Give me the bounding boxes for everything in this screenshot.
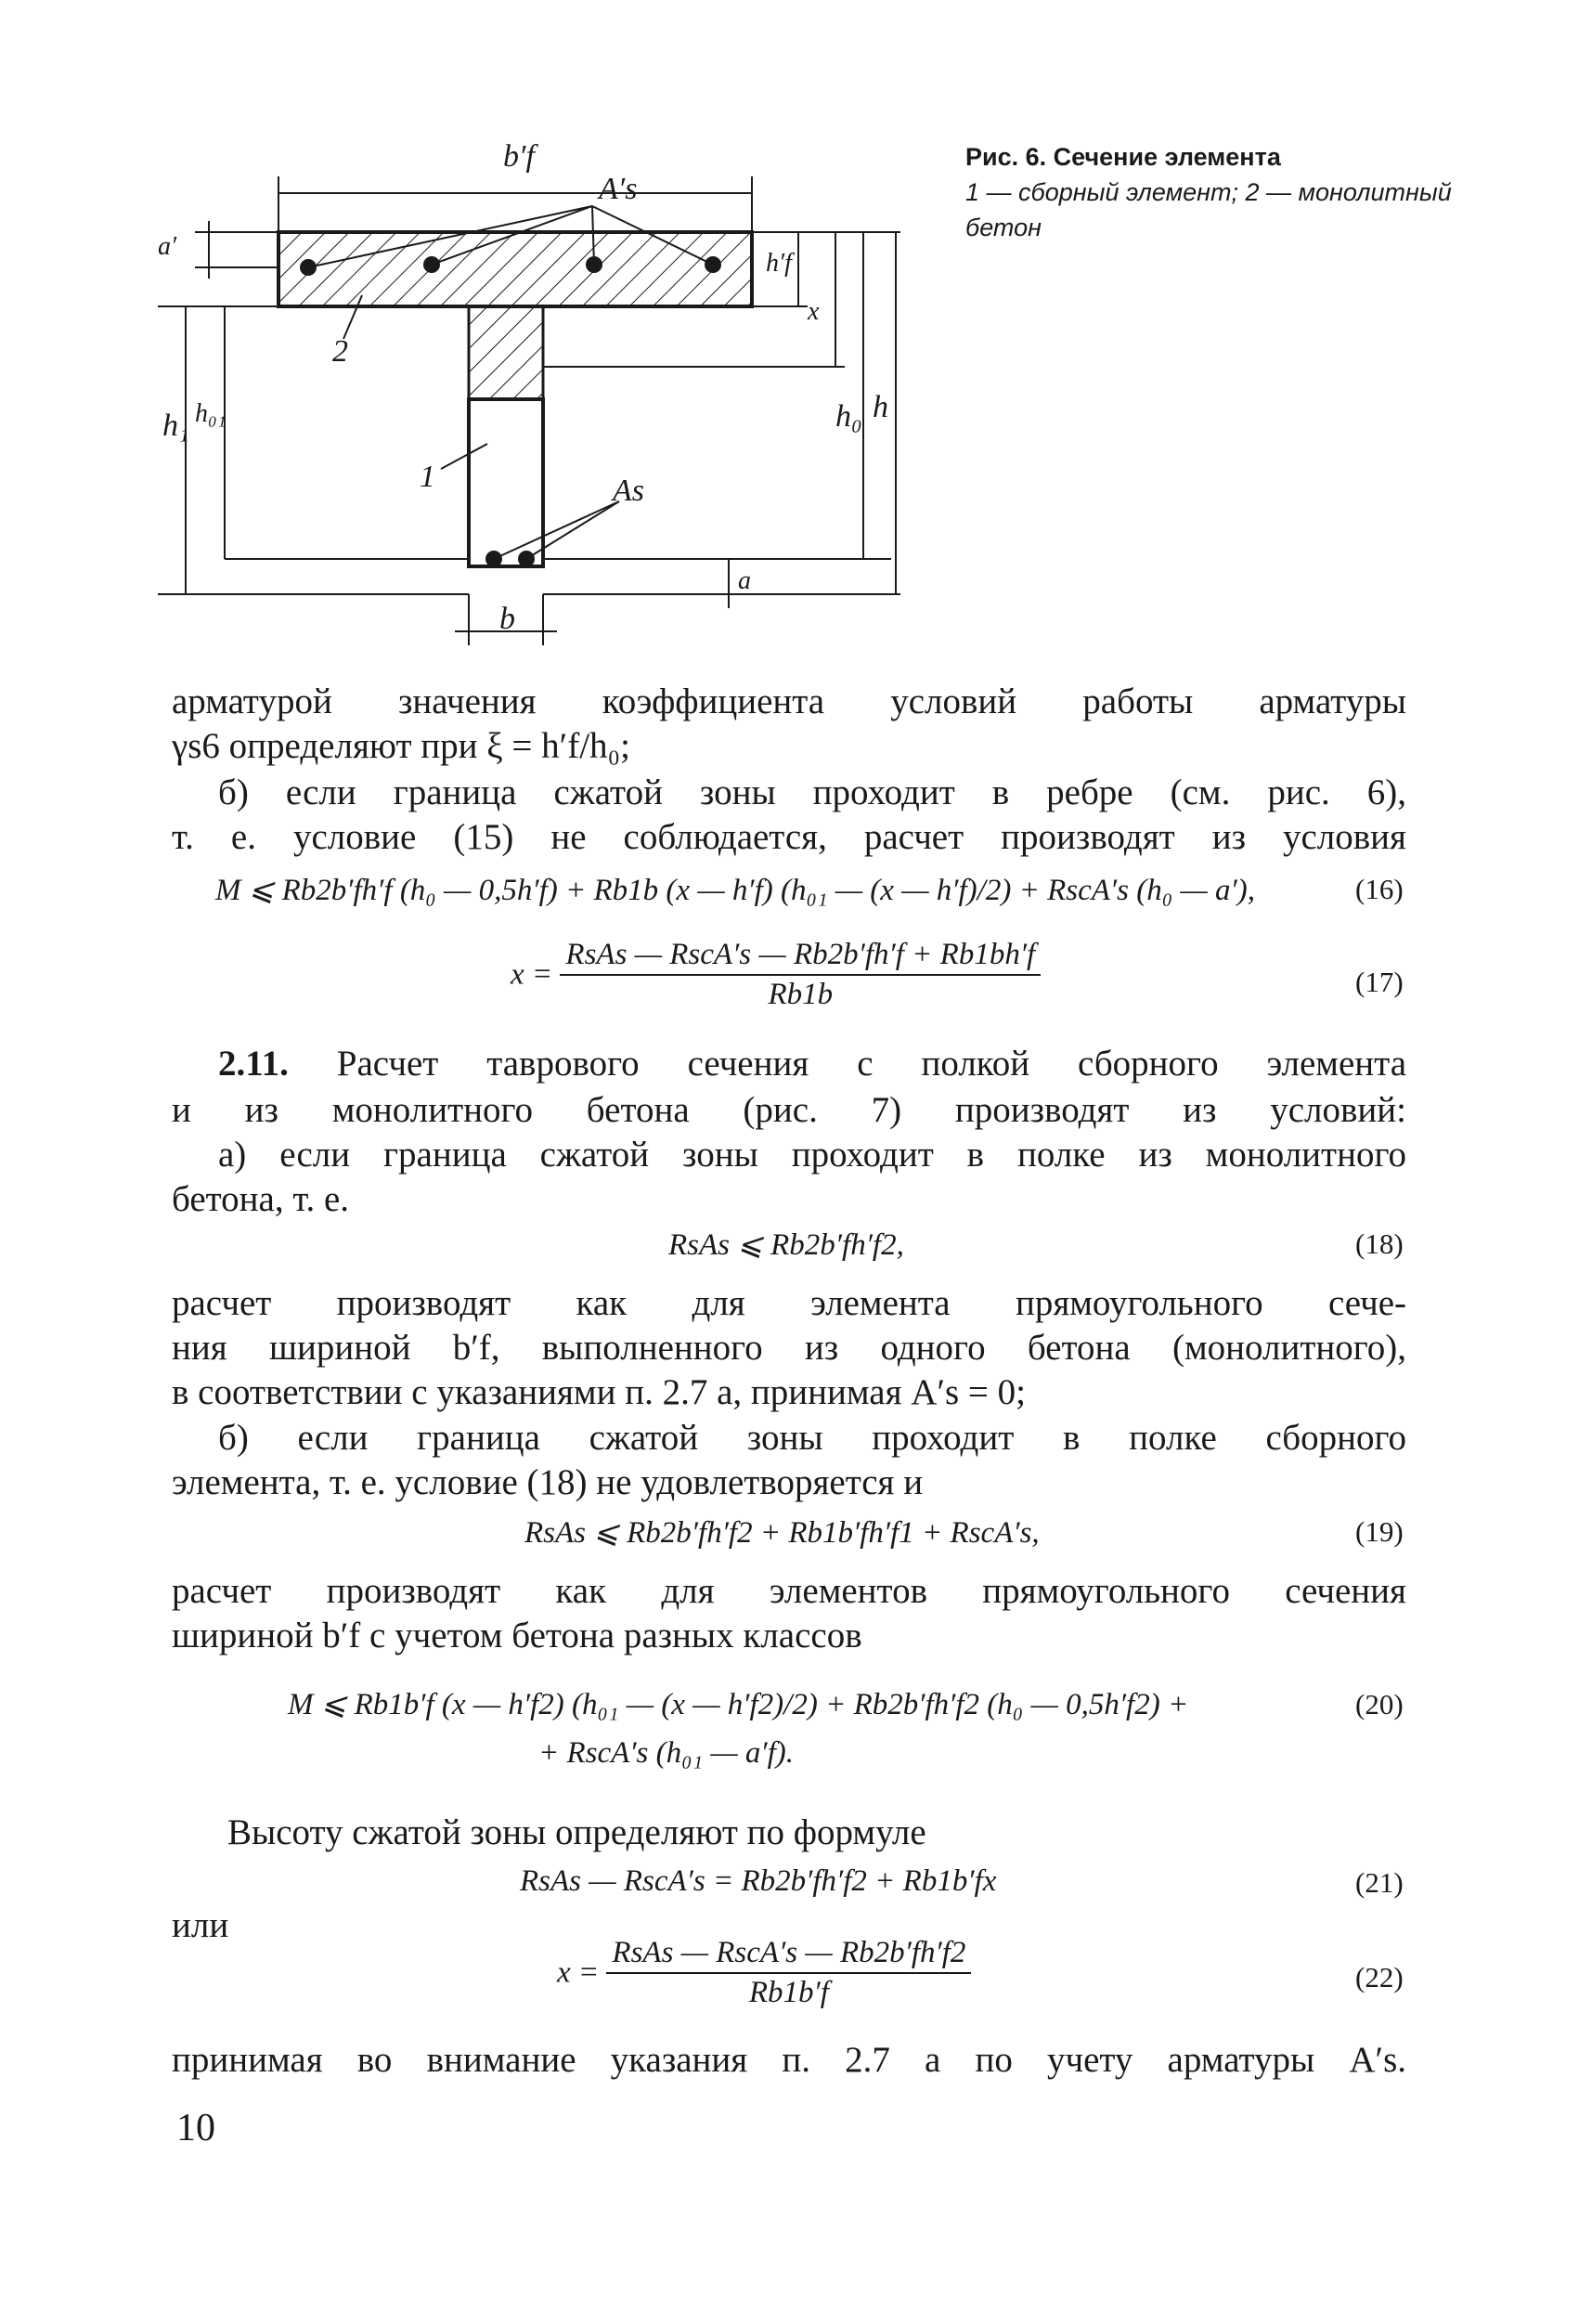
equation-17-denominator: Rb1b — [768, 978, 834, 1011]
p4-line1: б) если граница сжатой зоны проходит в полке сборного — [218, 1418, 1406, 1458]
equation-17-lhs: x = — [511, 957, 553, 992]
p4-line2: элемента, т. е. условие (18) не удовлетворяется и — [172, 1462, 924, 1502]
label-1: 1 — [420, 460, 435, 494]
caption-legend: 1 — сборный элемент; 2 — монолитный бетон — [965, 178, 1452, 241]
p5-line2: шириной b′f с учетом бетона разных классов — [172, 1616, 862, 1655]
p6: Высоту сжатой зоны определяют по формуле — [227, 1812, 926, 1852]
equation-19-number: (19) — [1355, 1515, 1404, 1548]
label-h0: h₀ — [835, 399, 862, 434]
figure-labels — [158, 139, 947, 659]
caption-title: Рис. 6. Сечение элемента — [965, 143, 1281, 171]
s211-line3: а) если граница сжатой зоны проходит в полке из монолитного — [218, 1135, 1406, 1175]
page-number: 10 — [176, 2107, 215, 2149]
p3-line2: ния шириной b′f, выполненного из одного бетона (монолитного), — [172, 1328, 1406, 1368]
equation-18: RsAs ⩽ Rb2b′fh′f2, — [668, 1228, 904, 1262]
p2-line2: т. е. условие (15) не соблюдается, расчет производят из условия — [172, 817, 1406, 857]
label-h: h — [873, 390, 888, 424]
label-a-prime: a′ — [158, 232, 177, 261]
equation-21: RsAs — RscA′s = Rb2b′fh′f2 + Rb1b′fx — [520, 1864, 997, 1898]
p3-line3: в соответствии с указаниями п. 2.7 а, принимая A′s = 0; — [172, 1372, 1026, 1412]
equation-18-number: (18) — [1355, 1227, 1404, 1260]
s211-line2: и из монолитного бетона (рис. 7) производят из условий: — [172, 1090, 1406, 1130]
equation-22-number: (22) — [1355, 1961, 1404, 1993]
p3-line1: расчет производят как для элемента прямоугольного сече- — [172, 1283, 1406, 1323]
equation-22-numerator: RsAs — RscA′s — Rb2b′fh′f2 — [606, 1936, 971, 1974]
label-hf-prime: h′f — [766, 249, 792, 278]
label-x: x — [808, 297, 820, 326]
label-as: As — [613, 474, 644, 508]
equation-20-line1: M ⩽ Rb1b′f (x — h′f2) (h₀₁ — (x — h′f2)/2) + Rb2b′fh′f2 (h₀ — 0,5h′f2) + — [288, 1688, 1189, 1721]
p2-line1: б) если граница сжатой зоны проходит в ребре (см. рис. 6), — [218, 773, 1406, 812]
label-as-prime: A′s — [599, 172, 638, 206]
equation-20-line2: + RscA′s (h₀₁ — a′f). — [538, 1736, 795, 1770]
word-ili: или — [172, 1905, 229, 1945]
label-2: 2 — [332, 334, 348, 369]
label-a: a — [738, 566, 751, 595]
s211-line1-text: Расчет таврового сечения с полкой сборного элемента — [336, 1044, 1407, 1084]
figure-caption — [965, 139, 1485, 245]
s211-line4: бетона, т. е. — [172, 1179, 350, 1219]
equation-17-numerator: RsAs — RscA′s — Rb2b′fh′f + Rb1bh′f — [560, 938, 1041, 976]
equation-22-denominator: Rb1b′f — [748, 1976, 829, 2009]
label-bf: b′f — [503, 139, 535, 174]
equation-21-number: (21) — [1355, 1866, 1404, 1899]
equation-19: RsAs ⩽ Rb2b′fh′f2 + Rb1b′fh′f1 + RscA′s, — [524, 1516, 1040, 1550]
equation-17 — [511, 938, 1041, 1012]
equation-22 — [557, 1936, 971, 2010]
equation-20-number: (20) — [1355, 1688, 1404, 1720]
p7: принимая во внимание указания п. 2.7 а по учету арматуры A′s. — [172, 2040, 1406, 2080]
equation-16-number: (16) — [1355, 873, 1404, 905]
label-h1: h₁ — [162, 409, 189, 443]
label-h01: h₀₁ — [195, 399, 226, 428]
equation-16: M ⩽ Rb2b′fh′f (h₀ — 0,5h′f) + Rb1b (x — h′f) (h₀₁ — (x — h′f)/2) + RscA′s (h₀ — a′), — [215, 874, 1255, 907]
p5-line1: расчет производят как для элементов прямоугольного сечения — [172, 1571, 1406, 1611]
p1-line1: арматурой значения коэффициента условий работы арматуры — [172, 682, 1406, 721]
p1-line2: γs6 определяют при ξ = h′f/h₀; — [172, 726, 630, 766]
equation-17-number: (17) — [1355, 966, 1404, 998]
label-b: b — [499, 602, 515, 636]
s211-line1 — [218, 1042, 1406, 1086]
equation-22-lhs: x = — [557, 1955, 600, 1990]
section-number: 2.11. — [218, 1044, 289, 1084]
